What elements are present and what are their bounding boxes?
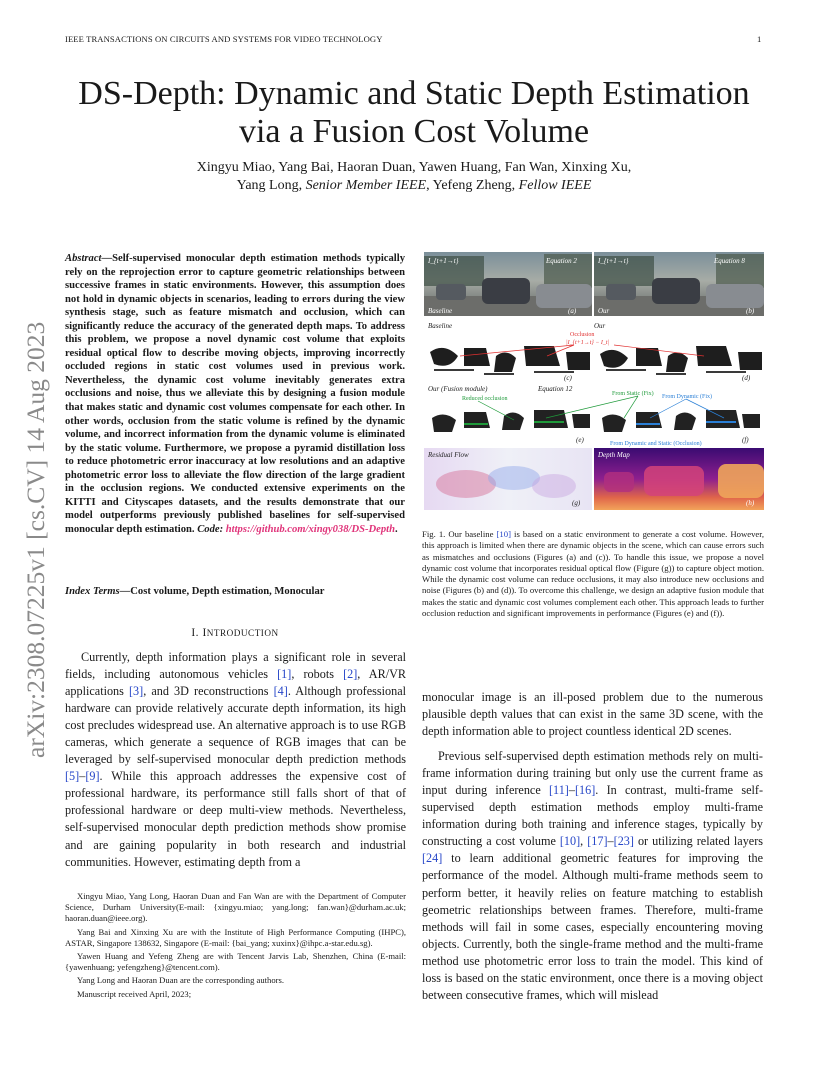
- caption-text: Fig. 1. Our baseline: [422, 529, 497, 539]
- citation[interactable]: [3]: [129, 684, 144, 699]
- right-paragraph-2: [422, 748, 763, 1004]
- abstract: [65, 252, 405, 536]
- footnote-3: Yawen Huang and Yefeng Zheng are with Tencent Jarvis Lab, Shenzhen, China (E-mail: {yawenhuang; yefengzheng}@tencent.com).: [65, 951, 406, 973]
- figure-1-graphic: [424, 252, 764, 510]
- label-e: (e): [576, 436, 584, 444]
- abstract-end: .: [395, 523, 398, 535]
- label-our-fusion: Our (Fusion module): [428, 385, 488, 393]
- arxiv-stamp: [14, 278, 54, 758]
- label-occlusion: Occlusion: [570, 332, 595, 338]
- label-baseline-photo: Baseline: [428, 307, 453, 315]
- intro-text: , AR/VR applications: [65, 667, 407, 699]
- citation[interactable]: [4]: [273, 684, 288, 699]
- code-label: Code:: [197, 523, 224, 535]
- intro-text: . Although professional hardware can provide relatively accurate depth information, its high cost precludes widespread use. An alternative approach is to use RGB cameras, which generate a sequence of RGB images that can be leveraged by self-supervised monocular depth prediction methods: [65, 684, 407, 767]
- body-text: . In contrast, multi-frame self-supervised depth estimation methods employ multi-frame information during both training and inference stages, typically by constructing a cost volume: [422, 783, 764, 849]
- body-text: –: [568, 783, 575, 798]
- label-b: (b): [746, 307, 755, 315]
- citation[interactable]: [24]: [422, 851, 443, 866]
- intro-text: Currently, depth information plays a significant role in several fields, including autonomous vehicles: [65, 650, 406, 682]
- authors-line-1: Xingyu Miao, Yang Bai, Haoran Duan, Yawen Huang, Fan Wan, Xinxing Xu,: [196, 160, 632, 175]
- running-head: IEEE TRANSACTIONS ON CIRCUITS AND SYSTEMS FOR VIDEO TECHNOLOGY: [65, 34, 383, 44]
- label-d: (d): [742, 374, 751, 382]
- abstract-lead: Abstract: [65, 253, 102, 264]
- label-our: Our: [594, 322, 606, 330]
- right-paragraph-1: monocular image is an ill-posed problem due to the numerous plausible depth values that can exist in the same 3D scene, with the depth information able to project countless identical 2D scenes.: [422, 690, 763, 739]
- citation[interactable]: [5]: [65, 769, 80, 784]
- citation[interactable]: [16]: [574, 783, 596, 798]
- intro-text: , and 3D reconstructions: [143, 684, 274, 699]
- label-occlusion-formula: |I_{t+1→t} − I_t|: [566, 340, 610, 346]
- figure-1: [424, 252, 764, 510]
- intro-text: , robots: [291, 667, 344, 682]
- title-line-1: DS-Depth: Dynamic and Static Depth Estimation: [78, 75, 750, 112]
- index-terms-text: —Cost volume, Depth estimation, Monocular: [119, 586, 325, 597]
- label-equation-8: Equation 8: [714, 257, 745, 265]
- index-terms-lead: Index Terms: [65, 586, 120, 597]
- footnotes: [65, 891, 406, 1002]
- intro-text: –: [79, 769, 86, 784]
- footnote-5: Manuscript received April, 2023;: [77, 988, 192, 999]
- index-terms: [65, 585, 405, 599]
- arxiv-stamp-svg: [14, 278, 54, 758]
- citation[interactable]: [9]: [85, 769, 100, 784]
- body-text: Previous self-supervised depth estimation methods rely on multi-frame information during training but only use the current frame as input during inference: [422, 749, 763, 798]
- intro-right-column: [422, 689, 763, 1004]
- label-equation-12: Equation 12: [538, 385, 573, 393]
- label-our-photo: Our: [598, 307, 610, 315]
- authors-line-2b: , Yefeng Zheng,: [426, 178, 519, 193]
- arxiv-stamp-text: arXiv:2308.07225v1 [cs.CV] 14 Aug 2023: [21, 321, 50, 758]
- label-g: (g): [572, 499, 581, 507]
- fusion-map-e: [424, 402, 592, 446]
- fusion-map-f: [594, 402, 764, 446]
- paper-title: [40, 75, 788, 151]
- label-dynamic-fix: From Dynamic (Fix): [662, 394, 712, 400]
- label-static-fix: From Static (Fix): [612, 391, 654, 397]
- section-title-first: I: [202, 627, 207, 639]
- intro-paragraph-1: [65, 649, 406, 871]
- citation[interactable]: [10]: [559, 834, 581, 849]
- occlusion-map-our: [594, 332, 764, 384]
- citation[interactable]: [2]: [343, 667, 358, 682]
- section-title-rest: NTRODUCTION: [206, 628, 279, 638]
- citation[interactable]: [1]: [277, 667, 292, 682]
- label-dyn-static-occlusion: From Dynamic and Static (Occlusion): [610, 441, 702, 447]
- label-baseline: Baseline: [428, 322, 453, 330]
- intro-text: . While this approach addresses the expensive cost of professional hardware, its performance still falls short of that of professional hardware or deep multi-view methods. Nevertheless, self-supervised monocular depth prediction methods show promise and are gaining popularity in both research and industrial communities. However, estimating depth from a: [65, 769, 406, 869]
- label-c: (c): [564, 374, 572, 382]
- abstract-text: —Self-supervised monocular depth estimation methods typically rely on the reprojection error to capture geometric relationships between successive frames in static environments. However, this assumption does not hold in dynamic objects in scenarios, leading to errors during the view synthesis stage, such as feature mismatch and occlusion, which can significantly reduce the accuracy of the generated depth maps. To address this problem, we propose a novel dynamic cost volume that exploits residual optical flow to describe moving objects, improving incorrectly occluded regions in static cost volumes used in previous work. Nevertheless, the dynamic cost volume inevitably generates extra occlusions and noise, thus we alleviate this by designing a fusion module that makes static and dynamic cost volumes compensate for each other. In other words, occlusion from the static volume is refined by the dynamic volume, and incorrect information from the dynamic volume is eliminated by the static volume. Furthermore, we propose a pyramid distillation loss to reduce photometric error inaccuracy at low resolutions and an adaptive photometric error loss to alleviate the flow direction of the large gradient in the occlusion regions. We conducted extensive experiments on the KITTI and Cityscapes datasets, and the results demonstrate that our model outperforms previously published baselines for self-supervised monocular depth estimation.: [65, 253, 405, 535]
- citation[interactable]: [10]: [496, 529, 511, 539]
- body-text: ,: [580, 834, 588, 849]
- footnote-1: Xingyu Miao, Yang Long, Haoran Duan and Fan Wan are with the Department of Computer Science, Durham University(E-mail: {xingyu.miao; yang.long; fan.wan}@durham.ac.uk; haoran.duan@ieee.org).: [65, 891, 406, 924]
- figure-caption: [422, 529, 764, 619]
- code-link[interactable]: https://github.com/xingy038/DS-Depth: [225, 523, 396, 535]
- page-number: 1: [757, 34, 762, 44]
- authors-line-2a: Yang Long,: [236, 178, 306, 193]
- label-a: (a): [568, 307, 577, 315]
- section-number: I.: [191, 627, 203, 639]
- section-heading: [65, 627, 405, 639]
- citation[interactable]: [23]: [613, 834, 634, 849]
- author-list: [40, 159, 788, 195]
- body-text: to learn additional geometric features for improving the performance of the model. Although multi-frame methods seem to perform better, it heavily relies on feature matching to establish geometric relationships between frames. Therefore, multi-frame methods will fail in some cases, especially encountering moving objects. Currently, both the single-frame method and the multi-frame method use photometric error loss to train the model. This kind of loss is based on the static environment, once there is a moving object between consecutive frames, which will mislead: [422, 851, 763, 1002]
- citation[interactable]: [11]: [549, 783, 569, 798]
- footnote-4: Yang Long and Haoran Duan are the corresponding authors.: [77, 975, 284, 986]
- caption-text: is based on a static environment to generate a cost volume. However, this approach is limited when there are dynamic objects in the scene, which can cause errors such as mismatches and occlusions (Figures (a) and (c)). To handle this issue, we propose a novel dynamic cost volume that incorporates residual optical flow (Figure (g)) to capture object motion. While the dynamic cost volume can reduce occlusions, it may also introduce new occlusions and noise (Figures (b) and (d)). To overcome this challenge, we design an adaptive fusion module that makes the static and dynamic cost volumes complement each other. This approach leads to further occlusion reduction and significant improvements in performance (Figures (e) and (f)).: [422, 529, 764, 619]
- authors-line-2: [40, 177, 788, 195]
- label-equation-2: Equation 2: [546, 257, 577, 265]
- label-warped-frame: I_{t+1→t}: [428, 257, 459, 265]
- body-text: –: [607, 834, 614, 849]
- label-f: (f): [742, 436, 749, 444]
- intro-left-column: [65, 649, 406, 871]
- label-reduced-occlusion: Reduced occlusion: [462, 396, 508, 402]
- label-depth-map: Depth Map: [598, 451, 630, 459]
- label-warped-frame-2: I_{t+1→t}: [598, 257, 629, 265]
- body-text: or utilizing related layers: [633, 834, 763, 849]
- label-residual-flow: Residual Flow: [428, 451, 469, 459]
- label-h: (h): [746, 499, 755, 507]
- author-role-2: Fellow IEEE: [518, 178, 592, 193]
- footnote-2: Yang Bai and Xinxing Xu are with the Institute of High Performance Computing (IHPC), ASTAR, Singapore 138632, Singapore (E-mail: {bai_yang; xuxinx}@ihpc.a-star.edu.sg).: [65, 926, 406, 948]
- author-role-1: Senior Member IEEE: [305, 178, 427, 193]
- citation[interactable]: [17]: [587, 834, 608, 849]
- title-line-2: via a Fusion Cost Volume: [238, 113, 590, 150]
